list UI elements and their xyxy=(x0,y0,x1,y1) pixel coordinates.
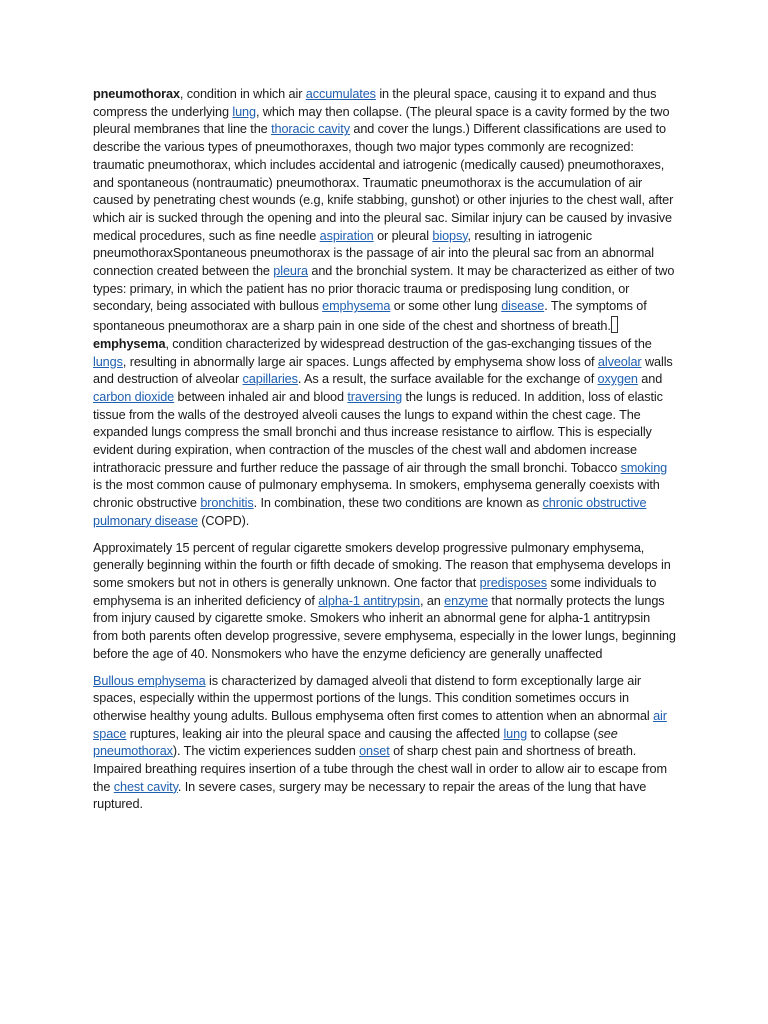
text: . The symptoms of spontaneous pneumothorax are a sharp pain in one side of the chest and shortness of breath. xyxy=(93,299,647,334)
link-onset[interactable]: onset xyxy=(359,744,390,759)
text: and the bronchial system. It may be characterized as either of two types: primary, in which the patient has no prior thoracic trauma or predisposing lung condition, or secondary, being associated with bullous xyxy=(93,264,675,314)
link-alveolar[interactable]: alveolar xyxy=(597,354,642,369)
link-traversing[interactable]: traversing xyxy=(347,389,403,404)
link-smoking[interactable]: smoking xyxy=(620,460,668,475)
text: in the pleural space, causing it to expand and thus compress the underlying xyxy=(93,87,657,119)
text: , resulting in abnormally large air spaces. Lungs affected by emphysema show loss of xyxy=(122,354,598,369)
text: the lungs is reduced. In addition, loss of elastic tissue from the walls of the destroyed alveoli causes the lungs to expand within the chest cage. The expanded lungs compress the small bronchi and thus increase resistance to airflow. This is especially evident during expiration, when contraction of the muscles of the chest wall and abdomen increase intrathoracic pressure and further reduce the passage of air through the small bronchi. Tobacco xyxy=(93,389,663,475)
text: is characterized by damaged alveoli that distend to form exceptionally large air spaces, especially within the uppermost portions of the lungs. This condition sometimes occurs in otherwise healthy young adults. Bullous emphysema often first comes to attention when an abnormal xyxy=(93,673,654,723)
link-thoracic-cavity[interactable]: thoracic cavity xyxy=(271,122,350,137)
link-capillaries[interactable]: capillaries xyxy=(242,372,298,387)
text: . As a result, the surface available for the exchange of xyxy=(297,372,598,387)
paragraph-bullous-emphysema xyxy=(93,673,677,815)
text: and cover the lungs.) Different classifications are used to describe the various types of pneumothoraxes, though two major types commonly are recognized: traumatic pneumothorax, which includes accidental and iatrogenic (medically caused) pneumothoraxes, and spontaneous (nontraumatic) pneumothorax. Traumatic pneumothorax is the accumulation of air caused by penetrating chest wounds (e.g, knife stabbing, gunshot) or other injuries to the chest wall, after which air is sucked through the opening and into the pleural sac. Similar injury can be caused by invasive medical procedures, such as fine needle xyxy=(93,122,674,243)
text: , condition characterized by widespread destruction of the gas-exchanging tissues of the xyxy=(165,336,652,351)
text: or pleural xyxy=(373,228,433,243)
text: of sharp chest pain and shortness of breath. Impaired breathing requires insertion of a tube through the chest wall in order to allow air to escape from the xyxy=(93,744,667,794)
text: between inhaled air and blood xyxy=(174,389,348,404)
text: , which may then collapse. (The pleural space is a cavity formed by the two pleural membranes that line the xyxy=(93,104,670,137)
link-chest-cavity[interactable]: chest cavity xyxy=(113,779,178,794)
text: , condition in which air xyxy=(179,87,306,101)
link-copd[interactable]: chronic obstructive pulmonary disease xyxy=(93,496,647,528)
paragraph-alpha1-antitrypsin xyxy=(93,540,677,664)
text: some individuals to emphysema is an inherited deficiency of xyxy=(93,575,657,608)
link-alpha-1-antitrypsin[interactable]: alpha-1 antitrypsin xyxy=(318,593,420,608)
text: , resulting in iatrogenic pneumothoraxSpontaneous pneumothorax is the passage of air into the pleural sac from an abnormal connection created between the xyxy=(93,228,654,279)
paragraph-pneumothorax-emphysema xyxy=(93,86,677,531)
link-bronchitis[interactable]: bronchitis xyxy=(200,496,254,511)
text: . In combination, these two conditions are known as xyxy=(253,496,543,511)
text: ruptures, leaking air into the pleural space and causing the affected xyxy=(126,726,504,741)
text: . In severe cases, surgery may be necessary to repair the areas of the lung that have ruptured. xyxy=(93,779,647,812)
text: ). The victim experiences sudden xyxy=(172,744,360,759)
link-accumulates[interactable]: accumulates xyxy=(305,87,376,101)
link-pleura[interactable]: pleura xyxy=(273,264,308,279)
link-disease[interactable]: disease xyxy=(501,299,545,314)
text-cursor xyxy=(611,316,618,333)
link-lungs[interactable]: lungs xyxy=(93,354,123,369)
text: and xyxy=(637,372,663,387)
link-lung[interactable]: lung xyxy=(232,104,256,119)
text: (COPD). xyxy=(197,513,250,528)
link-predisposes[interactable]: predisposes xyxy=(479,575,547,590)
text: to collapse ( xyxy=(527,726,598,741)
text: that normally protects the lungs from injury caused by cigarette smoke. Smokers who inherit an abnormal gene for alpha-1 antitrypsin from both parents often develop progressive, severe emphysema, especially in the lower lungs, beginning before the age of 40. Nonsmokers who have the enzyme deficiency are generally unaffected xyxy=(93,593,676,661)
text: or some other lung xyxy=(390,299,502,314)
link-lung[interactable]: lung xyxy=(503,726,528,741)
link-aspiration[interactable]: aspiration xyxy=(319,228,374,243)
term-pneumothorax: pneumothorax xyxy=(93,87,180,101)
link-enzyme[interactable]: enzyme xyxy=(444,593,488,608)
link-biopsy[interactable]: biopsy xyxy=(432,228,468,243)
text: is the most common cause of pulmonary emphysema. In smokers, emphysema generally coexists with chronic obstructive xyxy=(93,478,660,511)
link-emphysema[interactable]: emphysema xyxy=(322,299,391,314)
term-emphysema: emphysema xyxy=(93,336,166,351)
link-carbon-dioxide[interactable]: carbon dioxide xyxy=(93,389,175,404)
link-pneumothorax[interactable]: pneumothorax xyxy=(93,744,173,759)
text: , an xyxy=(419,593,445,608)
text-italic-see: see xyxy=(597,726,618,741)
document-page xyxy=(93,86,677,823)
link-oxygen[interactable]: oxygen xyxy=(597,372,638,387)
link-bullous-emphysema[interactable]: Bullous emphysema xyxy=(93,673,206,688)
link-air-space[interactable]: air space xyxy=(93,708,667,741)
text: Approximately 15 percent of regular cigarette smokers develop progressive pulmonary emphysema, generally beginning within the fourth or fifth decade of smoking. The reason that emphysema develops in some smokers but not in others is generally unknown. One factor that xyxy=(93,540,671,590)
text: walls and destruction of alveolar xyxy=(93,354,673,387)
